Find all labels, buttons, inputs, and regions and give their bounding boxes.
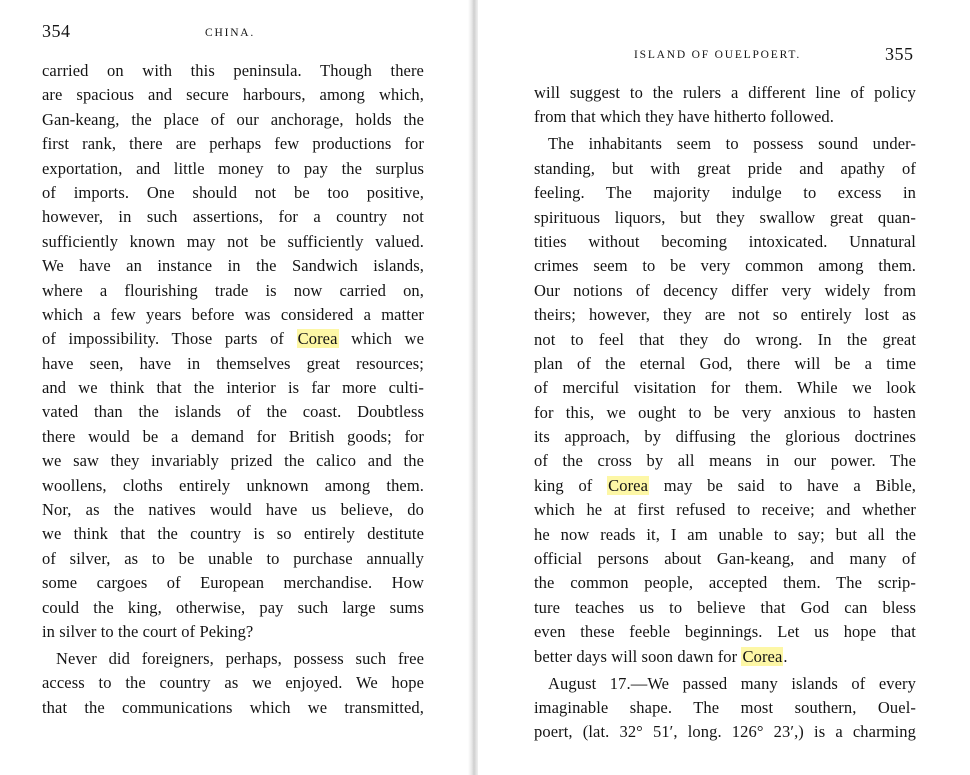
text-line xyxy=(534,254,916,278)
text-segment: crimes seem to be very common among them. xyxy=(534,256,916,276)
text-line xyxy=(534,620,916,644)
text-segment: even these feeble beginnings. Let us hope that xyxy=(534,622,916,642)
text-segment: plan of the eternal God, there will be a time xyxy=(534,353,916,373)
text-segment: Gan-keang, the place of our anchorage, holds the xyxy=(42,109,424,129)
text-segment: tities without becoming intoxicated. Unnatural xyxy=(534,231,916,251)
text-segment: he now reads it, I am unable to say; but all the xyxy=(534,524,916,544)
highlighted-term: Corea xyxy=(742,646,783,666)
text-line xyxy=(42,230,424,254)
text-segment: woollens, cloths entirely unknown among them. xyxy=(42,475,424,495)
text-segment: spirituous liquors, but they swallow great quan- xyxy=(534,207,916,227)
left-page xyxy=(0,0,470,775)
text-segment: some cargoes of European merchandise. How xyxy=(42,573,424,593)
text-line xyxy=(534,105,916,129)
text-segment: access to the country as we enjoyed. We hope xyxy=(42,673,424,693)
text-line xyxy=(42,620,424,644)
text-segment: carried on with this peninsula. Though there xyxy=(42,61,424,80)
text-segment: its approach, by diffusing the glorious doctrines xyxy=(534,427,916,447)
text-segment: The inhabitants seem to possess sound under- xyxy=(548,134,916,154)
text-line xyxy=(42,449,424,473)
text-segment: from that which they have hitherto followed. xyxy=(534,107,834,127)
text-line xyxy=(42,279,424,303)
text-segment: which a few years before was considered a matter xyxy=(42,304,424,324)
text-line xyxy=(534,720,916,744)
text-line xyxy=(534,425,916,449)
text-line xyxy=(42,696,424,720)
text-segment: king of xyxy=(534,475,608,495)
text-segment: official persons about Gan-keang, and many of xyxy=(534,549,916,569)
text-line xyxy=(42,132,424,156)
text-line xyxy=(42,547,424,571)
text-segment: Nor, as the natives would have us believe, do xyxy=(42,500,424,520)
text-segment: better days will soon dawn for xyxy=(534,646,742,666)
text-line xyxy=(42,400,424,424)
right-page-text xyxy=(534,81,916,745)
text-segment: feeling. The majority indulge to excess in xyxy=(534,183,916,203)
right-page-number: 355 xyxy=(885,44,914,64)
left-page-text xyxy=(42,59,424,720)
text-segment: of merciful visitation for them. While we look xyxy=(534,378,916,398)
text-line xyxy=(42,181,424,205)
text-segment: exportation, and little money to pay the surplus xyxy=(42,158,424,178)
text-segment: of the cross by all means in our power. The xyxy=(534,451,916,471)
text-line xyxy=(534,230,916,254)
text-segment: which we xyxy=(338,329,424,349)
text-segment: theirs; however, they are not so entirely lost as xyxy=(534,305,916,325)
text-line xyxy=(534,328,916,352)
text-line xyxy=(42,327,424,351)
text-line xyxy=(534,596,916,620)
left-page-number: 354 xyxy=(42,21,71,41)
left-running-head: CHINA. xyxy=(205,27,256,39)
text-line xyxy=(534,547,916,571)
text-segment: that the communications which we transmitted, xyxy=(42,697,424,717)
text-line xyxy=(42,205,424,229)
text-segment: . xyxy=(783,646,788,666)
text-segment: of impossibility. Those parts of xyxy=(42,329,297,349)
text-line xyxy=(42,596,424,620)
text-segment: of imports. One should not be too positive, xyxy=(42,182,424,202)
text-segment: first rank, there are perhaps few productions for xyxy=(42,134,424,154)
text-line xyxy=(42,83,424,107)
text-segment: We have an instance in the Sandwich islands, xyxy=(42,256,424,276)
text-line xyxy=(42,303,424,327)
text-segment: we think that the country is so entirely destitute xyxy=(42,524,424,544)
text-line xyxy=(534,474,916,498)
text-line xyxy=(42,352,424,376)
text-line xyxy=(534,181,916,205)
text-segment: poert, (lat. 32° 51′, long. 126° 23′,) is a charming xyxy=(534,722,916,742)
text-segment: and we think that the interior is far more culti- xyxy=(42,378,424,398)
text-line xyxy=(42,59,424,83)
text-line xyxy=(534,279,916,303)
text-line xyxy=(534,449,916,473)
text-segment: for this, we ought to be very anxious to hasten xyxy=(534,402,916,422)
right-page xyxy=(478,0,970,775)
text-line xyxy=(534,81,916,105)
text-line xyxy=(534,571,916,595)
text-segment: are spacious and secure harbours, among which, xyxy=(42,85,424,105)
text-line xyxy=(42,425,424,449)
text-segment: sufficiently known may not be sufficiently valued. xyxy=(42,231,424,251)
text-line xyxy=(42,376,424,400)
highlighted-term: Corea xyxy=(608,475,649,495)
text-segment: in silver to the court of Peking? xyxy=(42,621,254,641)
text-segment: Never did foreigners, perhaps, possess such free xyxy=(56,648,424,668)
text-line xyxy=(42,671,424,695)
text-segment: standing, but with great pride and apathy of xyxy=(534,158,916,178)
text-segment: August 17.—We passed many islands of every xyxy=(548,673,916,693)
text-line xyxy=(534,401,916,425)
text-segment: the common people, accepted them. The scrip- xyxy=(534,573,916,593)
text-line xyxy=(534,672,916,696)
text-segment: vated than the islands of the coast. Doubtless xyxy=(42,402,424,422)
text-line xyxy=(42,254,424,278)
text-line xyxy=(534,157,916,181)
text-line xyxy=(534,376,916,400)
text-line xyxy=(534,132,916,156)
text-segment: have seen, have in themselves great resources; xyxy=(42,353,424,373)
text-segment: ture teaches us to believe that God can bless xyxy=(534,597,916,617)
text-line xyxy=(42,108,424,132)
text-segment: not to feel that they do wrong. In the great xyxy=(534,329,916,349)
text-line xyxy=(42,157,424,181)
text-line xyxy=(534,206,916,230)
text-line xyxy=(534,498,916,522)
text-segment: will suggest to the rulers a different line of policy xyxy=(534,83,916,102)
text-segment: however, in such assertions, for a country not xyxy=(42,207,424,227)
text-segment: where a flourishing trade is now carried on, xyxy=(42,280,424,300)
text-line xyxy=(42,571,424,595)
text-line xyxy=(534,352,916,376)
highlighted-term: Corea xyxy=(297,329,338,349)
text-segment: may be said to have a Bible, xyxy=(649,475,916,495)
text-line xyxy=(42,522,424,546)
text-line xyxy=(42,498,424,522)
text-line xyxy=(534,696,916,720)
text-segment: Our notions of decency differ very widely from xyxy=(534,280,916,300)
text-segment: there would be a demand for British goods; for xyxy=(42,426,424,446)
text-line xyxy=(42,474,424,498)
text-line xyxy=(534,645,916,669)
text-segment: we saw they invariably prized the calico and the xyxy=(42,451,424,471)
right-running-head: ISLAND OF OUELPOERT. xyxy=(634,49,802,61)
text-line xyxy=(42,647,424,671)
text-segment: which he at first refused to receive; and whether xyxy=(534,500,916,520)
text-line xyxy=(534,523,916,547)
text-segment: of silver, as to be unable to purchase annually xyxy=(42,548,424,568)
text-line xyxy=(534,303,916,327)
text-segment: imaginable shape. The most southern, Ouel- xyxy=(534,697,916,717)
text-segment: could the king, otherwise, pay such large sums xyxy=(42,597,424,617)
